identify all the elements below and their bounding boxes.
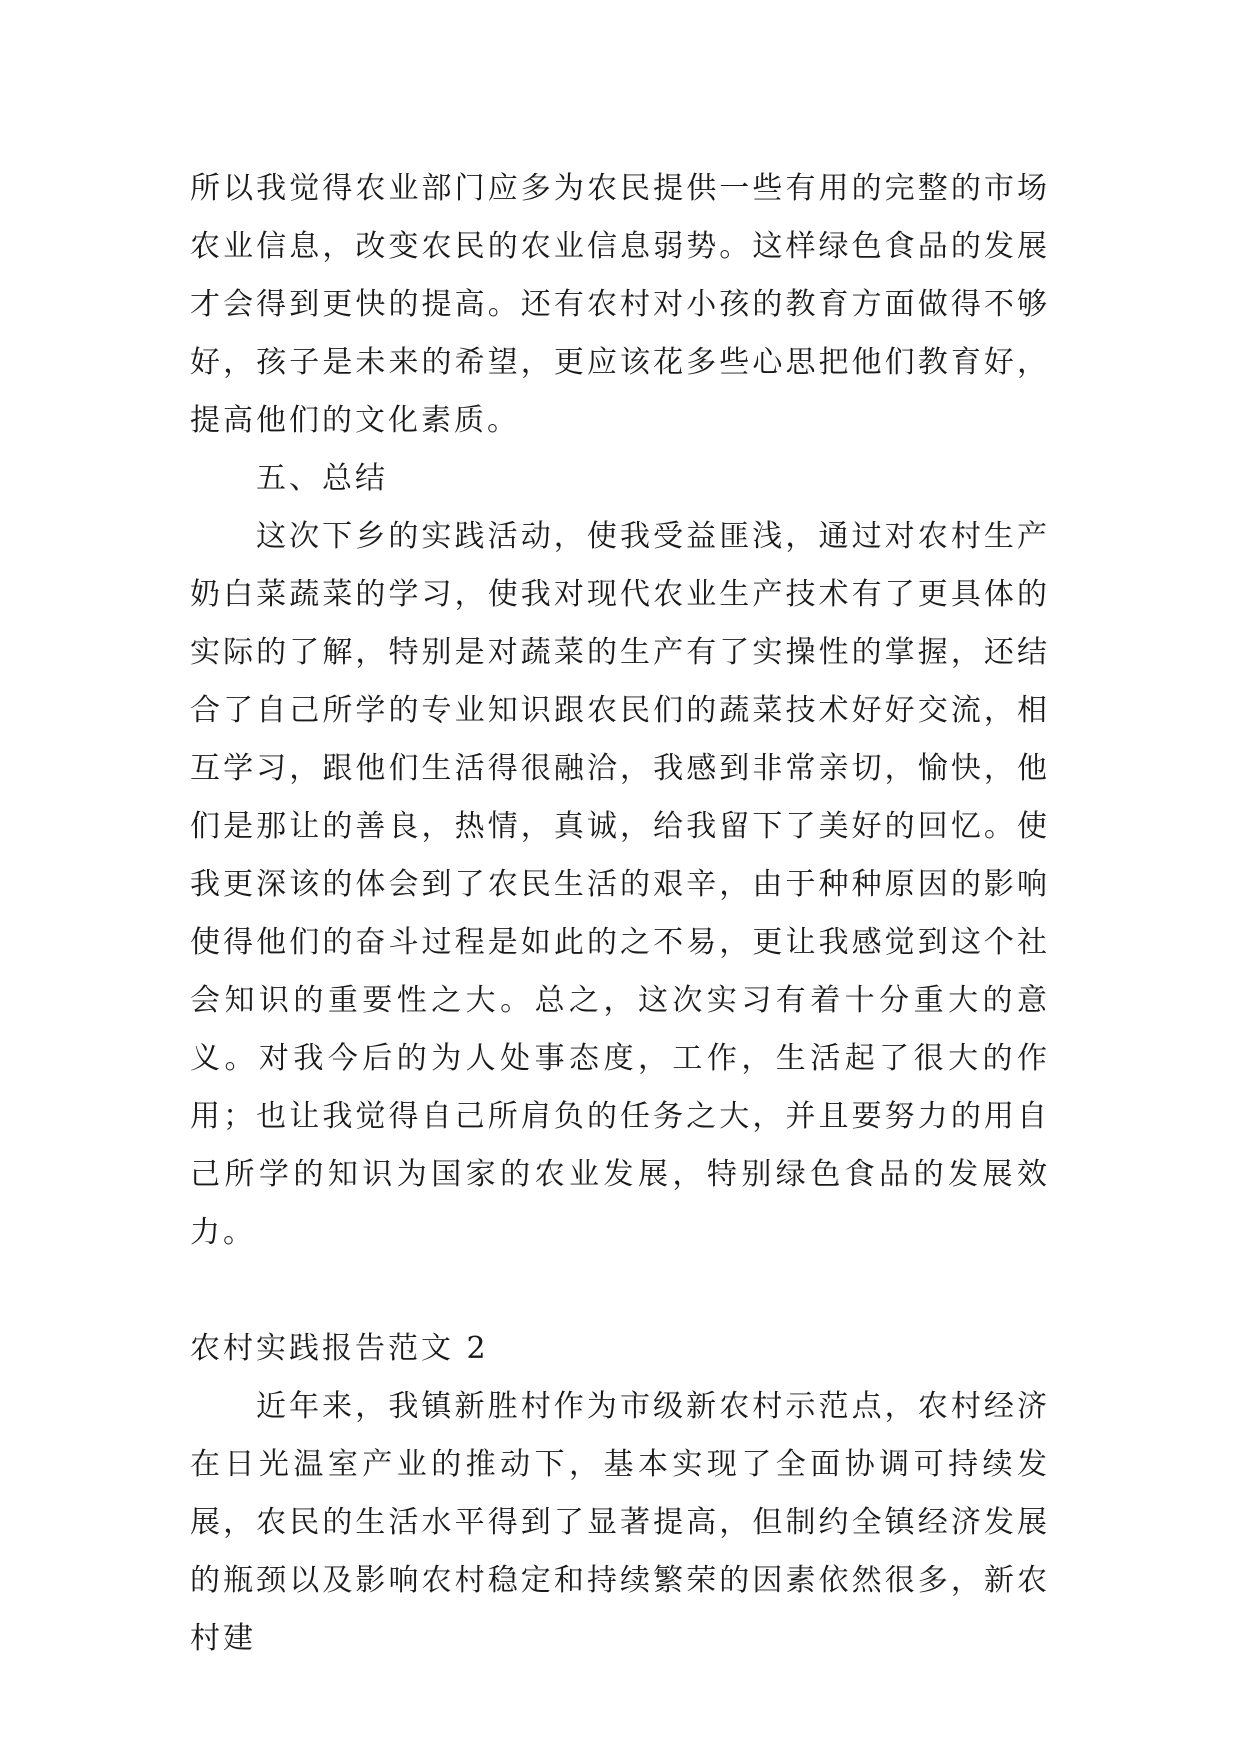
section-title: 农村实践报告范文 2: [190, 1331, 489, 1366]
paragraph-summary: 这次下乡的实践活动，使我受益匪浅，通过对农村生产奶白菜蔬菜的学习，使我对现代农业生产技术有了更具体的实际的了解，特别是对蔬菜的生产有了实操性的掌握，还结合了自己所学的专业知识跟农民们的蔬菜技术好好交流，相互学习，跟他们生活得很融洽，我感到非常亲切，愉快，他们是那让的善良，热情，真诚，给我留下了美好的回忆。使我更深该的体会到了农民生活的艰辛，由于种种原因的影响使得他们的奋斗过程是如此的之不易，更让我感觉到这个社会知识的重要性之大。总之，这次实习有着十分重大的意义。对我今后的为人处事态度，工作，生活起了很大的作用；也让我觉得自己所肩负的任务之大，并且要努力的用自己所学的知识为国家的农业发展，特别绿色食品的发展效力。: [190, 519, 1050, 1250]
document-body: [190, 160, 1050, 1668]
heading-summary: 五、总结: [256, 461, 388, 496]
paragraph-continued: 所以我觉得农业部门应多为农民提供一些有用的完整的市场农业信息，改变农民的农业信息弱势。这样绿色食品的发展才会得到更快的提高。还有农村对小孩的教育方面做得不够好，孩子是未来的希望，更应该花多些心思把他们教育好，提高他们的文化素质。: [190, 171, 1050, 438]
paragraph-section2: 近年来，我镇新胜村作为市级新农村示范点，农村经济在日光温室产业的推动下，基本实现了全面协调可持续发展，农民的生活水平得到了显著提高，但制约全镇经济发展的瓶颈以及影响农村稳定和持续繁荣的因素依然很多，新农村建: [190, 1389, 1050, 1656]
